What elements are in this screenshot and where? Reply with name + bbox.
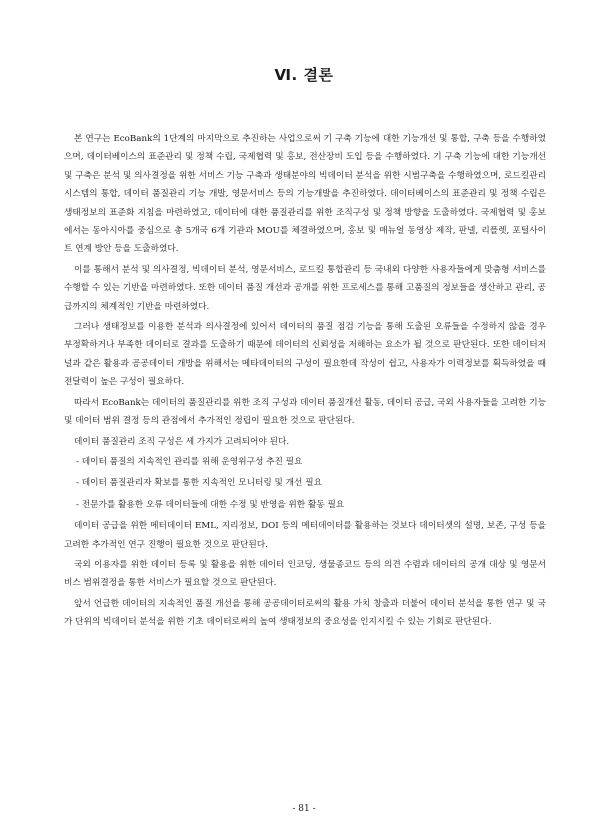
paragraph-summary: 본 연구는 EcoBank의 1단계의 마지막으로 추진하는 사업으로써 기 구축 기능에 대한 기능개선 및 통합, 구축 등을 수행하였으며, 데이터베이스의 표준관리 및 정책 수립, 국제협력 및 홍보, 전산장비 도입 등을 수행하였다. 기 구축 기능에 대한 기능개선 및 구축은 분석 및 의사결정을 위한 서비스 기능 구축과 생태분야의 빅데이터 분석을 위한 시범구축을 수행하였으며, 로드킬관리시스템의 통합, 데이터 품질관리 기능 개발, 영문서비스 등의 기능개발을 추진하였다. 데이터베이스의 표준관리 및 정책 수립은 생태정보의 표준화 지침을 마련하였고, 데이터에 대한 품질관리를 위한 조직구성 및 정책 방향을 도출하였다. 국제협력 및 홍보에서는 동아시아를 중심으로 총 5개국 6개 기관과 MOU를 체결하였으며, 홍보 및 매뉴얼 동영상 제작, 판넬, 리플렛, 포털사이트 연계 방안 등을 도출하였다. [64, 134, 546, 255]
list-item: - 전문가를 활용한 오류 데이터들에 대한 수정 및 반영을 위한 활동 필요 [76, 499, 345, 510]
paragraph-needs: 따라서 EcoBank는 데이터의 품질관리를 위한 조직 구성과 데이터 품질개선 활동, 데이터 공급, 국외 사용자들을 고려한 기능 및 데이터 범위 결정 등의 관점에서 추가적인 정립이 필요한 것으로 판단된다. [64, 397, 546, 427]
paragraph-conclusion: 앞서 언급한 데이터의 지속적인 품질 개선을 통해 공공데이터로써의 활용 가치 창출과 더불어 데이터 분석을 통한 연구 및 국가 단위의 빅데이터 분석을 위한 기초 데이터로써의 높여 생태정보의 중요성을 인지시킬 수 있는 기회로 판단된다. [64, 598, 546, 628]
page-title: Ⅵ. 결론 [274, 66, 334, 84]
paragraph-org-intro: 데이터 품질관리 조직 구성은 세 가지가 고려되어야 된다. [74, 436, 290, 447]
list-item: - 데이터 품질의 지속적인 관리를 위해 운영위구성 추진 필요 [76, 456, 303, 467]
document-body [64, 130, 546, 634]
page-number: - 81 - [292, 804, 316, 814]
paragraph-international: 국외 이용자를 위한 데이터 등록 및 활용을 위한 데이터 인코딩, 생물종코드 등의 의견 수렴과 데이터의 공개 대상 및 영문서비스 범위결정을 통한 서비스가 필요할 것으로 판단된다. [64, 559, 546, 589]
list-item: - 데이터 품질관리자 확보를 통한 지속적인 모니터링 및 개선 필요 [76, 478, 322, 489]
paragraph-foundation: 이를 통해서 분석 및 의사결정, 빅데이터 분석, 영문서비스, 로드킬 통합관리 등 국내외 다양한 사용자들에게 맞춤형 서비스를 수행할 수 있는 기반을 마련하였다. 또한 데이터 품질 개선과 공개를 위한 프로세스를 통해 고품질의 정보들을 생산하고 관리, 공급까지의 체계적인 기반을 마련하였다. [64, 264, 546, 312]
paragraph-limitations: 그러나 생태정보를 이용한 분석과 의사결정에 있어서 데이터의 품질 점검 기능을 통해 도출된 오류들을 수정하지 않을 경우 부정확하거나 부족한 데이터로 결과를 도출하기 때문에 데이터의 신뢰성을 저해하는 요소가 될 것으로 판단된다. 또한 데이터저널과 같은 활용과 공공데이터 개방을 위해서는 메타데이터의 구성이 필요한데 작성이 쉽고, 사용자가 이력정보를 획득하였을 때 전달력이 높은 구성이 필요하다. [64, 322, 546, 388]
paragraph-metadata: 데이터 공급을 위한 메터데이터 EML, 지리정보, DOI 등의 메터데이터를 활용하는 것보다 데이터셋의 설명, 보존, 구성 등을 고려한 추가적인 연구 진행이 필요한 것으로 판단된다. [64, 521, 546, 550]
